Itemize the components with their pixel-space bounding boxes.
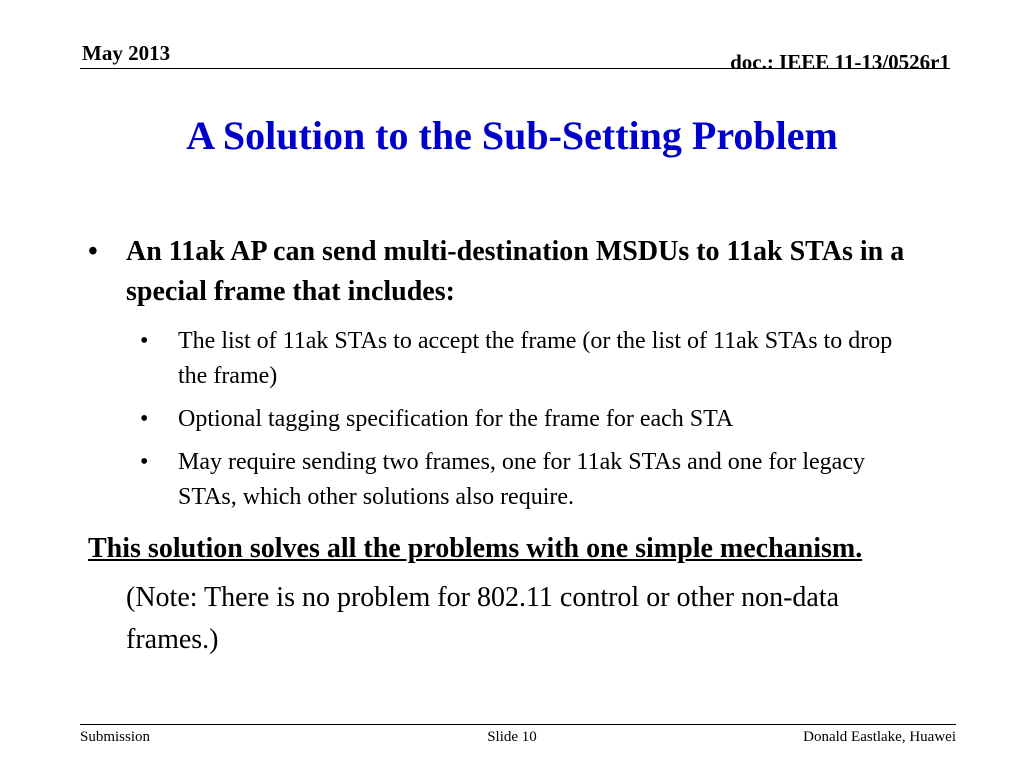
bullet-marker: •	[88, 236, 98, 267]
sub-bullet-text: Optional tagging specification for the frame for each STA	[178, 406, 734, 432]
slide-title: A Solution to the Sub-Setting Problem	[186, 113, 838, 158]
bullet-marker: •	[140, 328, 149, 354]
bullet-marker: •	[140, 406, 149, 432]
header-date: May 2013	[82, 41, 171, 65]
slide-body	[88, 232, 958, 661]
sub-bullet	[88, 445, 918, 515]
footer-slide-number: Slide 10	[487, 729, 537, 745]
bullet-marker: •	[140, 449, 149, 475]
header-divider	[80, 68, 950, 69]
note-text: (Note: There is no problem for 802.11 control or other non-data frames.)	[126, 582, 840, 655]
solution-statement: This solution solves all the problems with one simple mechanism.	[88, 533, 863, 564]
main-bullet-text: An 11ak AP can send multi-destination MSDUs to 11ak STAs in a special frame that includes:	[126, 236, 905, 307]
header-doc-id: doc.: IEEE 11-13/0526r1	[730, 50, 950, 74]
footer-author: Donald Eastlake, Huawei	[803, 729, 956, 745]
sub-bullet	[88, 402, 918, 437]
sub-bullet-text: May require sending two frames, one for 11ak STAs and one for legacy STAs, which other solutions also require.	[178, 449, 865, 510]
sub-bullet-text: The list of 11ak STAs to accept the frame (or the list of 11ak STAs to drop the frame)	[178, 328, 893, 389]
footer-divider	[80, 724, 956, 725]
main-bullet	[88, 232, 958, 312]
sub-bullet	[88, 324, 918, 394]
footer-submission: Submission	[80, 729, 151, 745]
